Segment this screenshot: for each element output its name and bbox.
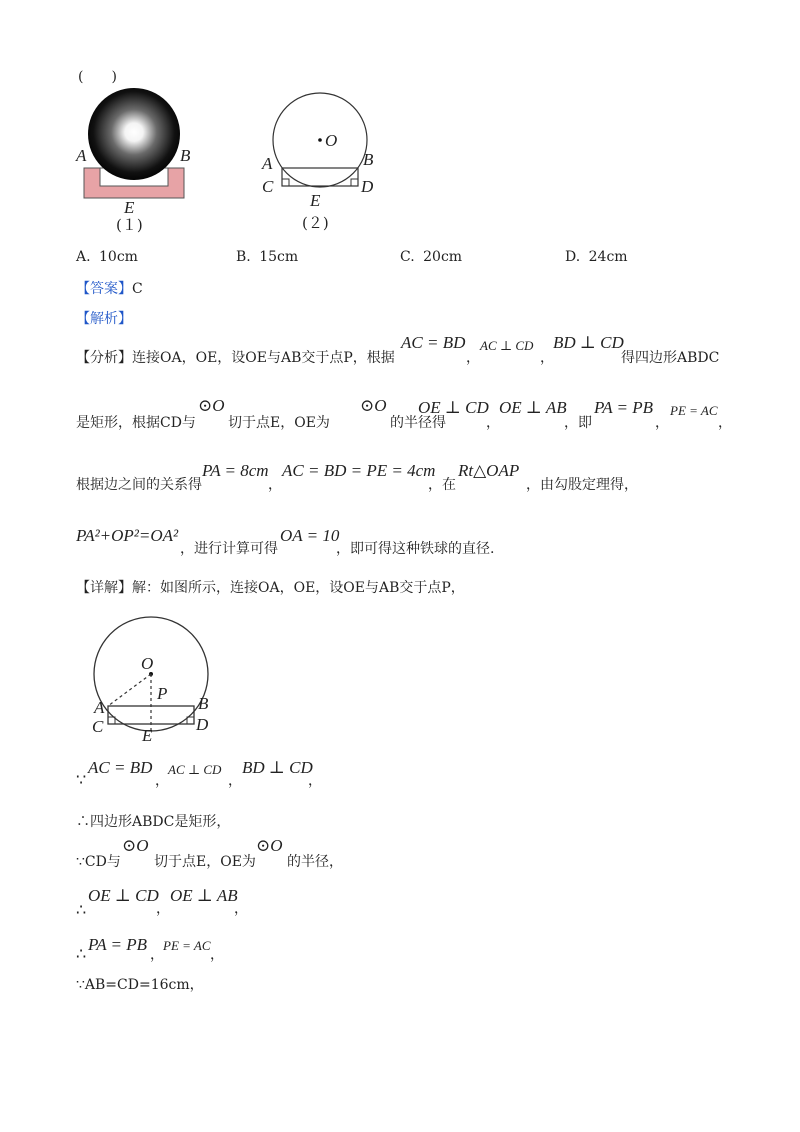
s5-m1: PA = PB (88, 935, 148, 954)
fenxi-l1-m3: BD ⊥ CD (553, 333, 624, 352)
right-angle-d (351, 179, 358, 186)
option-d-key: D. (565, 249, 581, 265)
right-angle-c (282, 179, 289, 186)
option-a (76, 249, 138, 265)
fenxi-l4-text1: ，进行计算可得 (180, 541, 278, 557)
figure-3 (84, 612, 229, 751)
fig2-label-b: B (363, 150, 374, 169)
s2-text: ∴四边形ABDC是矩形， (76, 814, 231, 830)
s6-text: ∵AB=CD=16cm， (76, 977, 204, 993)
rectangle-abdc-solution (108, 706, 194, 724)
fenxi-l2-c1: ， (486, 415, 500, 431)
s5-c1: ， (150, 947, 164, 963)
fig2-label-d: D (361, 177, 374, 196)
fenxi-l2-m5: PA = PB (594, 398, 654, 417)
figure-2 (258, 88, 388, 242)
s4-c1: ， (156, 901, 170, 917)
answer-line (76, 278, 143, 298)
s1-m2: AC ⊥ CD (168, 762, 222, 777)
fig1-caption: (１) (116, 216, 143, 234)
fig2-label-o: O (325, 131, 338, 150)
fenxi-l2-text3: 的半径得 (390, 415, 446, 431)
option-d (565, 249, 628, 265)
xiangjie-line (76, 577, 465, 597)
option-d-value: 24cm (588, 249, 628, 265)
fenxi-l3-m3: Rt△OAP (458, 461, 520, 480)
option-a-value: 10cm (99, 249, 138, 265)
answer-paren: ( ) (78, 69, 117, 85)
fenxi-l2-m3: OE ⊥ CD (418, 398, 489, 417)
fig1-label-a: A (76, 146, 87, 165)
fenxi-line-1 (76, 347, 395, 367)
fenxi-l2-c4: ， (718, 415, 732, 431)
iron-ball (88, 88, 180, 180)
fig3-label-c: C (92, 717, 104, 736)
s4-c2: ， (234, 901, 248, 917)
fenxi-l1-c2: ， (540, 350, 554, 366)
s4-sym: ∴ (76, 900, 87, 919)
s3-m1: ⊙O (122, 836, 149, 855)
fig2-label-e: E (310, 191, 321, 210)
fig3-label-a: A (94, 698, 105, 717)
fig2-label-c: C (262, 177, 274, 196)
fenxi-l4-m2: OA = 10 (280, 526, 340, 545)
analysis-tag: 【解析】 (76, 311, 132, 327)
fenxi-l3-m2: AC = BD = PE = 4cm (282, 461, 436, 480)
s1-c2: ， (228, 773, 242, 789)
xiangjie-tag: 【详解】 (76, 580, 132, 596)
center-point-o (318, 138, 322, 142)
dashed-oa (108, 674, 151, 706)
fenxi-l1-c1: ， (466, 350, 480, 366)
fig3-label-o: O (141, 654, 154, 673)
rectangle-abdc (282, 168, 358, 186)
option-b-value: 15cm (259, 249, 299, 265)
fenxi-l2-m4: OE ⊥ AB (499, 398, 567, 417)
fig3-label-d: D (196, 715, 209, 734)
s1-c3: ， (308, 773, 322, 789)
option-c (400, 249, 462, 265)
s3-text1: ∵CD与 (76, 854, 121, 870)
fenxi-l2-m6: PE = AC (670, 403, 718, 418)
fenxi-l3-m1: PA = 8cm (202, 461, 269, 480)
fenxi-l2-c3: ， (655, 415, 669, 431)
fenxi-l1-text1: 连接OA，OE，设OE与AB交于点P，根据 (132, 350, 395, 366)
option-b-key: B. (236, 249, 251, 265)
s3-m2: ⊙O (256, 836, 283, 855)
fenxi-l2-m1: ⊙O (198, 396, 225, 415)
s5-m2: PE = AC (163, 938, 211, 953)
fenxi-l3-c1: ， (268, 477, 282, 493)
fig3-label-b: B (198, 694, 209, 713)
s3-text2: 切于点E，OE为 (154, 854, 256, 870)
fenxi-l2-text1: 是矩形，根据CD与 (76, 415, 196, 431)
option-a-key: A. (76, 249, 91, 265)
figure-1 (72, 88, 202, 242)
fenxi-l1-m2: AC ⊥ CD (480, 338, 534, 353)
fenxi-l3-c2: ，在 (428, 477, 456, 493)
fig2-label-a: A (262, 154, 273, 173)
fenxi-l3-text2: ，由勾股定理得， (526, 477, 638, 493)
fig1-label-b: B (180, 146, 191, 165)
fenxi-l2-c2: ，即 (564, 415, 592, 431)
fenxi-l1-m1: AC = BD (401, 333, 466, 352)
s1-m1: AC = BD (88, 758, 153, 777)
xiangjie-text: 解：如图所示，连接OA，OE，设OE与AB交于点P， (132, 580, 465, 596)
fig3-label-e: E (142, 726, 153, 745)
fig3-label-p: P (157, 684, 168, 703)
fenxi-tag: 【分析】 (76, 350, 132, 366)
answer-value: C (132, 281, 143, 297)
s3-text3: 的半径， (287, 854, 343, 870)
fig2-caption: (２) (302, 214, 329, 232)
option-c-value: 20cm (423, 249, 463, 265)
s1-c1: ， (155, 773, 169, 789)
fenxi-l2-text2: 切于点E，OE为 (228, 415, 330, 431)
s5-text1: ∴ (76, 944, 87, 963)
s1-m3: BD ⊥ CD (242, 758, 313, 777)
fenxi-l3-text1: 根据边之间的关系得 (76, 477, 202, 493)
option-c-key: C. (400, 249, 415, 265)
fenxi-l1-text2: 得四边形ABDC (621, 350, 720, 366)
s4-m2: OE ⊥ AB (170, 886, 238, 905)
fig1-label-e: E (124, 198, 135, 217)
option-b (236, 249, 298, 265)
answer-tag: 【答案】 (76, 281, 132, 297)
s5-c2: ， (210, 947, 224, 963)
s1-sym: ∵ (76, 770, 87, 789)
fenxi-l4-text2: ，即可得这种铁球的直径. (336, 541, 495, 557)
fenxi-l2-m2: ⊙O (360, 396, 387, 415)
fenxi-l4-m1: PA²+OP²=OA² (76, 526, 179, 545)
s4-m1: OE ⊥ CD (88, 886, 159, 905)
